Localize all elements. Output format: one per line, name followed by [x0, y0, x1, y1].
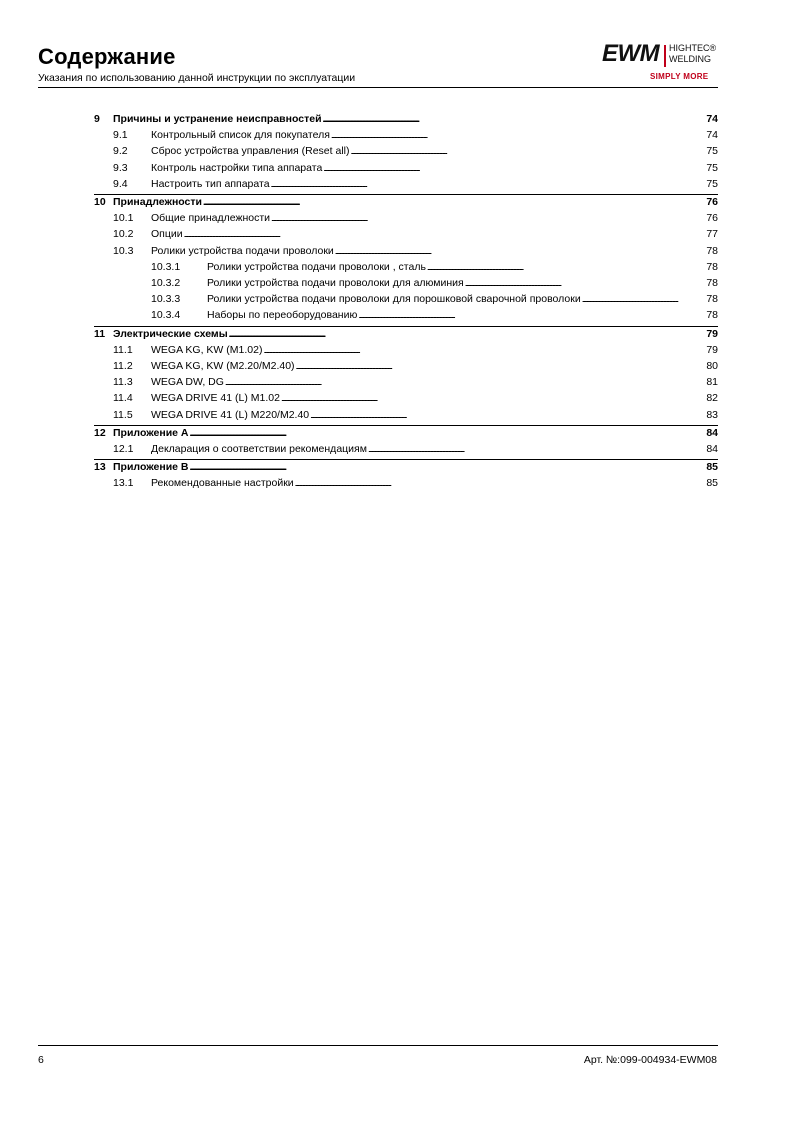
- toc-entry[interactable]: [0, 343, 793, 358]
- toc-entry-page: 84: [706, 443, 718, 455]
- toc-entry-number: 10.3.1: [151, 260, 181, 273]
- toc-entry-page: 78: [706, 260, 718, 273]
- toc-entry-title: Ролики устройства подачи проволоки: [151, 244, 334, 257]
- toc-entry-page: 78: [706, 244, 718, 257]
- toc-leader-dots: [427, 260, 705, 275]
- toc-entry-page: 76: [706, 212, 718, 225]
- toc-leader-dots: [335, 244, 706, 259]
- toc-entry[interactable]: [0, 327, 793, 342]
- toc-entry[interactable]: [0, 260, 793, 275]
- toc-entry-number: 10.3.2: [151, 277, 181, 289]
- toc-leader-dots: [351, 144, 706, 159]
- toc-entry-title: Общие принадлежности: [151, 212, 271, 225]
- toc-leader-dots: [323, 161, 705, 176]
- toc-entry[interactable]: [0, 227, 793, 242]
- toc-entry-title: Опции: [151, 228, 183, 241]
- toc-entry[interactable]: [0, 442, 793, 457]
- toc-entry-page: 79: [706, 327, 718, 340]
- toc-entry[interactable]: [0, 292, 793, 307]
- toc-entry[interactable]: [0, 195, 793, 210]
- toc-entry-page: 78: [706, 309, 718, 322]
- toc-entry-number: 13.1: [113, 477, 134, 490]
- footer-article-number: Арт. №:099-004934-EWM08: [583, 1054, 717, 1066]
- toc-leader-dots: [229, 327, 706, 342]
- logo-line2: WELDING: [669, 54, 712, 64]
- toc-leader-dots: [323, 112, 706, 127]
- toc-entry-page: 78: [706, 293, 718, 306]
- toc-entry-title: Контрольный список для покупателя: [151, 129, 330, 142]
- toc-entry[interactable]: [0, 211, 793, 226]
- footer-page-number: 6: [38, 1054, 44, 1066]
- toc-leader-dots: [310, 408, 705, 423]
- toc-leader-dots: [465, 276, 706, 291]
- toc-entry-page: 75: [706, 161, 718, 174]
- toc-entry-title: Ролики устройства подачи проволоки , сталь: [207, 260, 426, 273]
- toc-entry-page: 80: [706, 360, 718, 372]
- toc-entry-title: Приложение B: [113, 461, 189, 474]
- toc-entry-page: 79: [706, 343, 718, 356]
- toc-entry-title: Декларация о соответствии рекомендациям: [151, 443, 367, 455]
- toc-leader-dots: [368, 442, 705, 457]
- ewm-logo: [602, 40, 720, 82]
- logo-brand: EWM: [602, 40, 660, 67]
- toc-entry-number: 10: [94, 196, 106, 208]
- logo-tagline: SIMPLY MORE: [650, 72, 709, 81]
- toc-entry-page: 74: [706, 113, 718, 125]
- toc-entry-page: 85: [706, 461, 718, 474]
- toc-entry-page: 84: [706, 426, 718, 439]
- logo-line1: HIGHTEC®: [669, 43, 717, 53]
- toc-entry-number: 9: [94, 113, 100, 125]
- header-divider: [38, 87, 718, 88]
- toc-entry-page: 75: [706, 145, 718, 158]
- toc-leader-dots: [281, 391, 705, 406]
- toc-entry-page: 83: [706, 408, 718, 421]
- toc-entry-number: 10.3: [113, 244, 134, 257]
- page-title: Содержание: [38, 44, 176, 69]
- toc-entry-page: 75: [706, 177, 718, 190]
- toc-leader-dots: [271, 177, 706, 192]
- toc-entry-title: Сброс устройства управления (Reset all): [151, 145, 350, 158]
- toc-entry-title: Электрические схемы: [113, 327, 228, 340]
- toc-leader-dots: [190, 426, 706, 441]
- toc-entry-title: Принадлежности: [113, 196, 202, 208]
- toc-entry[interactable]: [0, 244, 793, 259]
- toc-leader-dots: [190, 460, 706, 475]
- toc-entry[interactable]: [0, 375, 793, 390]
- logo-bar: [664, 45, 666, 67]
- toc-entry-page: 81: [706, 376, 718, 389]
- toc-entry-title: Настроить тип аппарата: [151, 177, 270, 190]
- toc-entry[interactable]: [0, 359, 793, 374]
- toc-entry-title: Причины и устранение неисправностей: [113, 113, 322, 125]
- toc-entry-number: 10.2: [113, 228, 134, 241]
- toc-entry[interactable]: [0, 276, 793, 291]
- toc-entry-number: 12.1: [113, 443, 134, 455]
- toc-leader-dots: [203, 195, 705, 210]
- toc-entry[interactable]: [0, 308, 793, 323]
- footer-divider: [38, 1045, 718, 1046]
- toc-entry-page: 74: [706, 129, 718, 142]
- toc-entry-title: Наборы по переоборудованию: [207, 309, 358, 322]
- toc-entry-number: 12: [94, 426, 106, 439]
- toc-entry-number: 11.1: [113, 343, 133, 356]
- toc-entry[interactable]: [0, 391, 793, 406]
- toc-leader-dots: [331, 128, 705, 143]
- toc-entry-number: 11.3: [113, 376, 133, 389]
- toc-entry[interactable]: [0, 177, 793, 192]
- toc-entry-number: 9.3: [113, 161, 128, 174]
- toc-entry-title: WEGA DRIVE 41 (L) M220/M2.40: [151, 408, 310, 421]
- toc-entry-number: 9.2: [113, 145, 128, 158]
- toc-entry-number: 11.2: [113, 360, 133, 372]
- toc-entry-number: 10.3.3: [151, 293, 181, 306]
- toc-leader-dots: [295, 476, 706, 491]
- toc-entry[interactable]: [0, 460, 793, 475]
- toc-entry-number: 9.1: [113, 129, 128, 142]
- toc-entry-title: WEGA KG, KW (M1.02): [151, 343, 263, 356]
- toc-entry-number: 10.3.4: [151, 309, 181, 322]
- toc-entry-title: WEGA KG, KW (M2.20/M2.40): [151, 360, 295, 372]
- toc-entry[interactable]: [0, 476, 793, 491]
- toc-entry[interactable]: [0, 161, 793, 176]
- toc-leader-dots: [225, 375, 705, 390]
- toc-entry-number: 11.5: [113, 408, 133, 421]
- toc-entry[interactable]: [0, 144, 793, 159]
- toc-leader-dots: [582, 292, 706, 307]
- page-subtitle: Указания по использованию данной инструкции по эксплуатации: [38, 72, 356, 84]
- toc-entry[interactable]: [0, 128, 793, 143]
- toc-entry[interactable]: [0, 408, 793, 423]
- toc-entry[interactable]: [0, 112, 793, 127]
- toc-entry-page: 85: [706, 477, 718, 490]
- toc-entry-title: WEGA DRIVE 41 (L) M1.02: [151, 392, 280, 405]
- toc-entry-title: Рекомендованные настройки: [151, 477, 294, 490]
- toc-entry-title: Приложение A: [113, 426, 189, 439]
- toc-entry-page: 77: [706, 228, 718, 241]
- toc-entry-title: WEGA DW, DG: [151, 376, 224, 389]
- toc-entry-page: 76: [706, 196, 718, 208]
- toc-leader-dots: [263, 343, 705, 358]
- toc-leader-dots: [296, 359, 706, 374]
- toc-leader-dots: [184, 227, 706, 242]
- toc-entry-title: Ролики устройства подачи проволоки для порошковой сварочной проволоки: [207, 293, 581, 306]
- toc-entry-number: 11: [94, 327, 106, 340]
- toc-entry-number: 13: [94, 461, 106, 474]
- toc-entry-number: 11.4: [113, 392, 133, 405]
- toc-entry-title: Ролики устройства подачи проволоки для алюминия: [207, 277, 464, 289]
- toc-entry[interactable]: [0, 426, 793, 441]
- toc-entry-number: 10.1: [113, 212, 134, 225]
- toc-entry-title: Контроль настройки типа аппарата: [151, 161, 323, 174]
- toc-leader-dots: [358, 308, 705, 323]
- toc-entry-page: 78: [706, 277, 718, 289]
- toc-entry-page: 82: [706, 392, 718, 405]
- toc-entry-number: 9.4: [113, 177, 128, 190]
- toc-leader-dots: [271, 211, 705, 226]
